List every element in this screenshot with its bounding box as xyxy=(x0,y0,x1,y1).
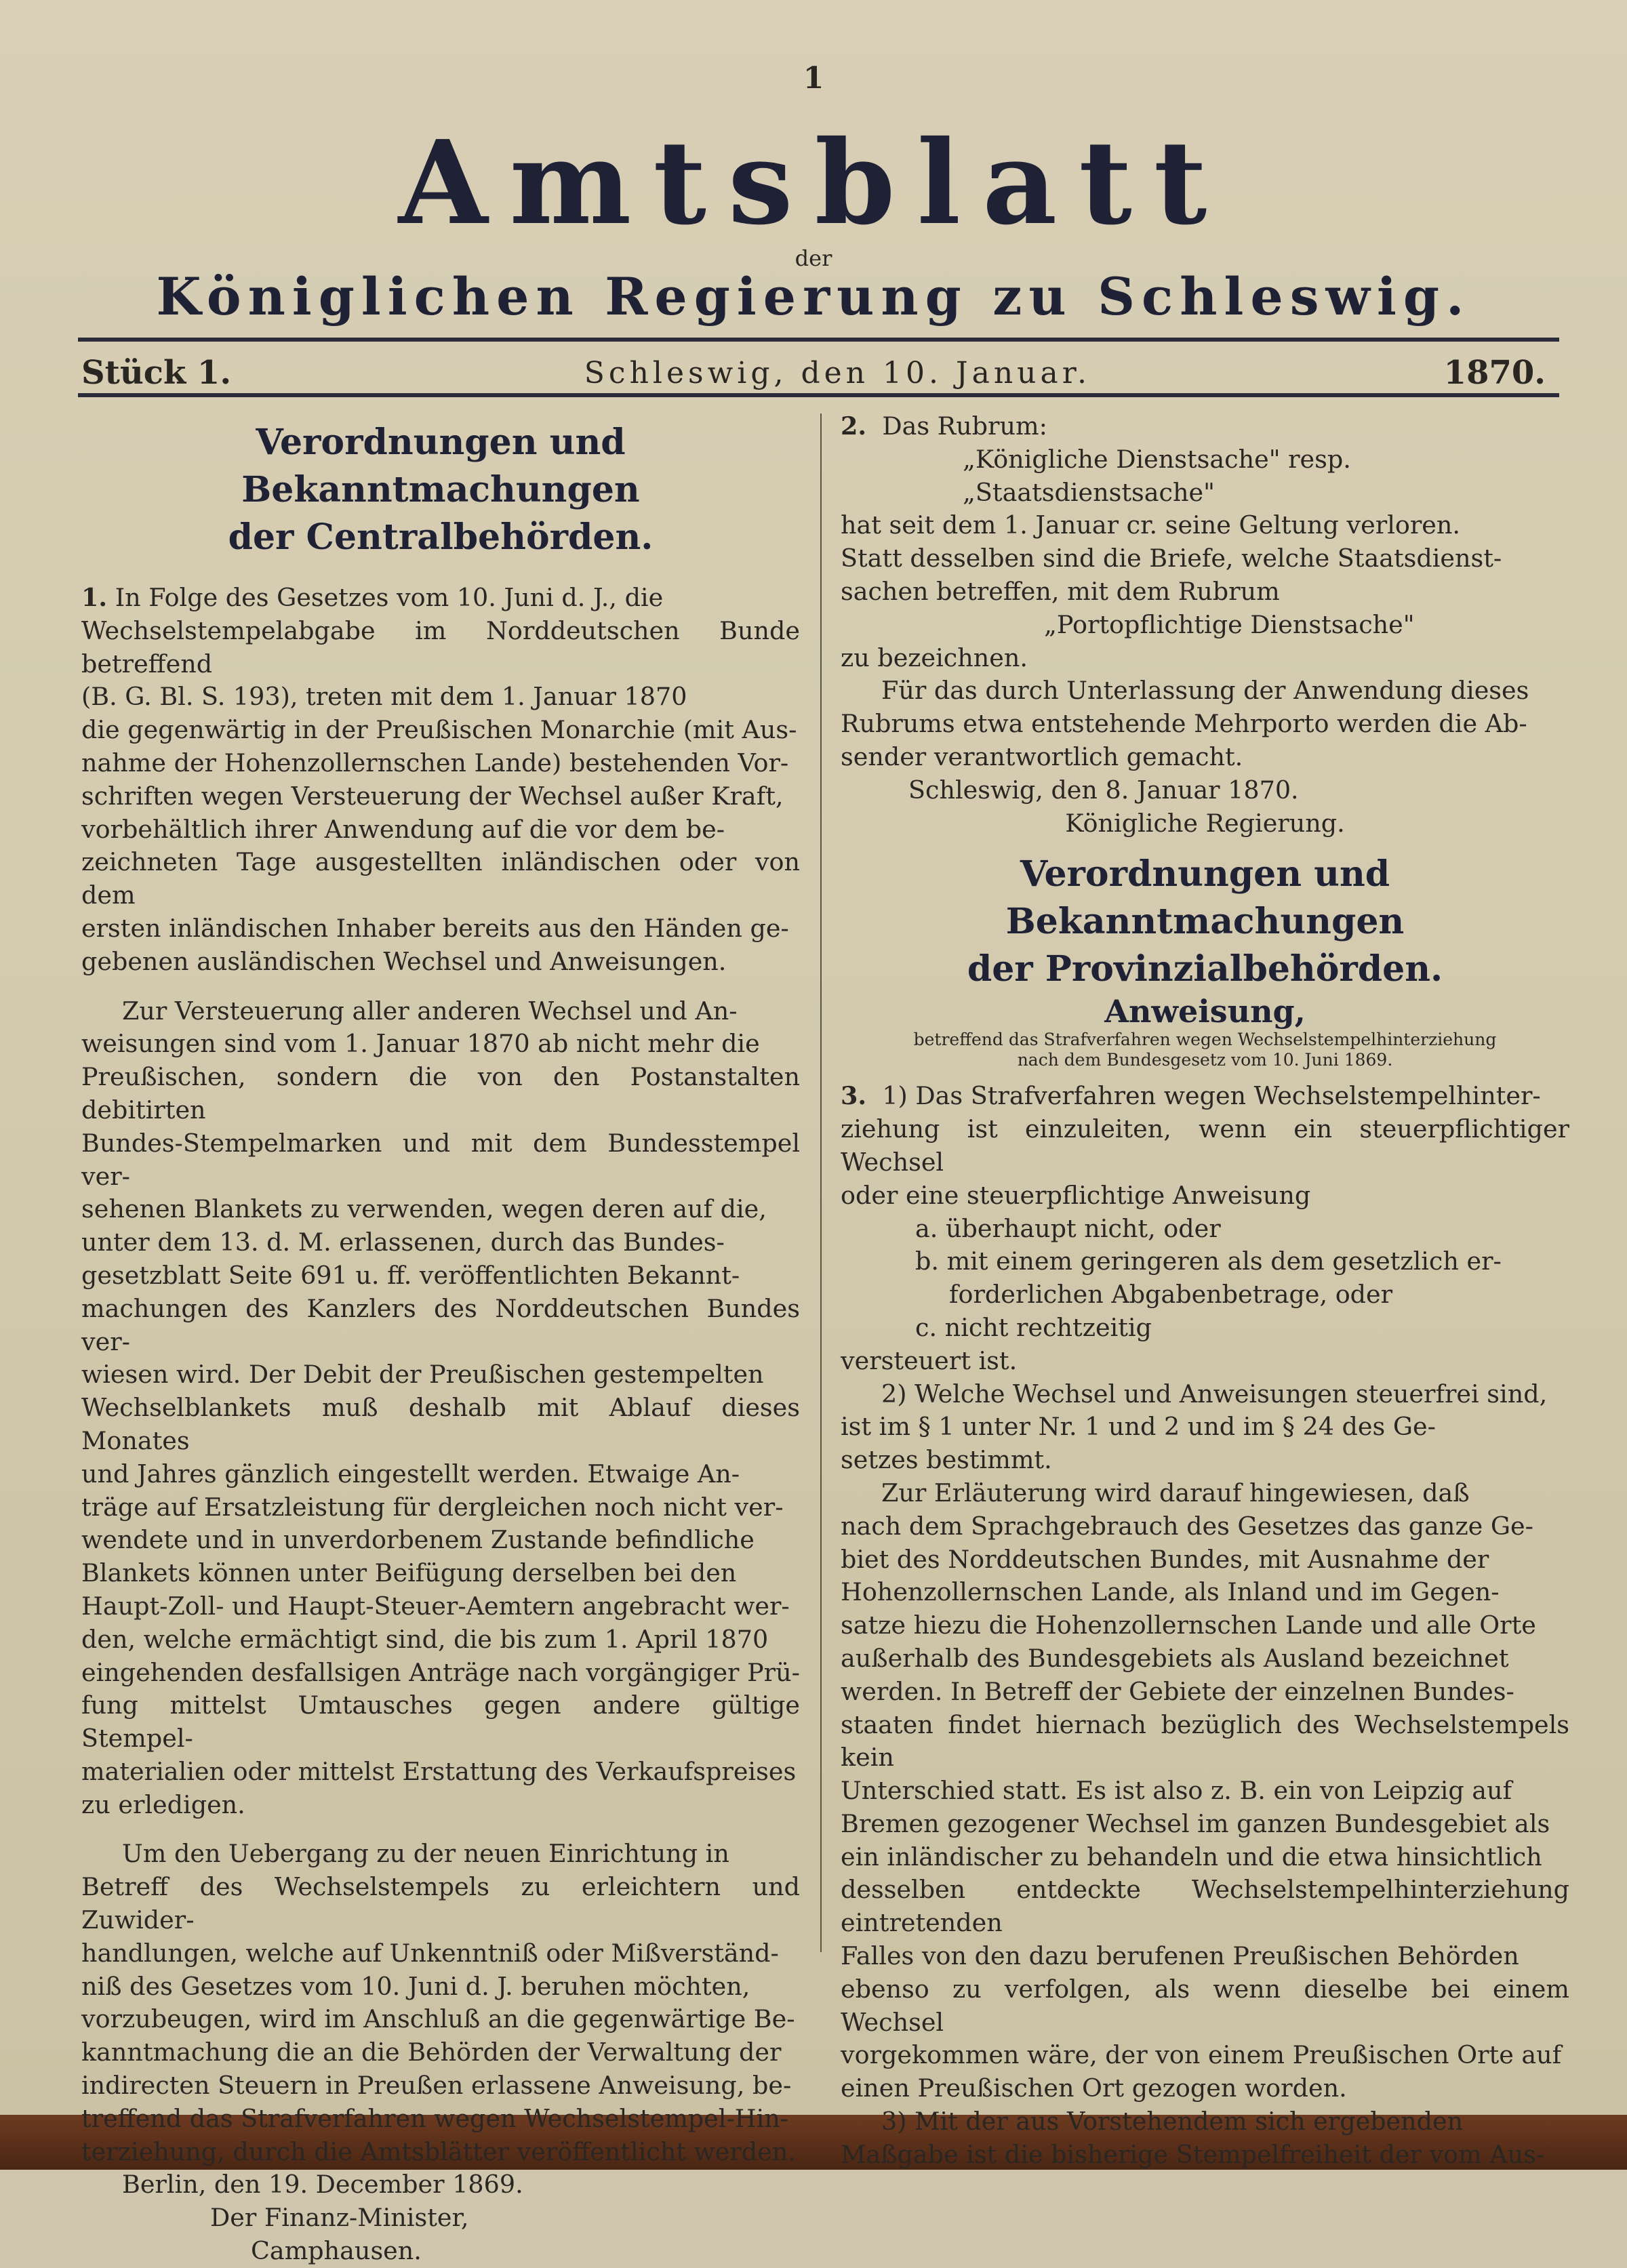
text-line: weisungen sind vom 1. Januar 1870 ab nicht mehr die xyxy=(81,1029,760,1059)
left-place-date: Berlin, den 19. December 1869. xyxy=(122,2170,523,2200)
text-line: vorgekommen wäre, der von einem Preußischen Orte auf xyxy=(841,2040,1562,2070)
enum-item: b. mit einem geringeren als dem gesetzlich er- xyxy=(915,1247,1502,1276)
text-line: Maßgabe ist die bisherige Stempelfreiheit der vom Aus- xyxy=(841,2139,1545,2169)
issue-number: Stück 1. xyxy=(81,354,232,392)
text-line: Hohenzollernschen Lande, als Inland und im Gegen- xyxy=(841,1577,1500,1607)
text-line: machungen des Kanzlers des Norddeutschen Bundes ver- xyxy=(81,1293,800,1356)
text-line: eingehenden desfallsigen Anträge nach vorgängiger Prü- xyxy=(81,1657,800,1687)
anweisung-subheading: betreffend das Strafverfahren wegen Wechselstempelhinterziehung xyxy=(913,1030,1497,1050)
masthead-der: der xyxy=(795,245,832,271)
text-line: Wechselblankets muß deshalb mit Ablauf dieses Monates xyxy=(81,1393,800,1455)
right-authority: Königliche Regierung. xyxy=(1065,808,1345,838)
text-line: 1) Das Strafverfahren wegen Wechselstempelhinter- xyxy=(882,1081,1541,1111)
text-line: biet des Norddeutschen Bundes, mit Ausnahme der xyxy=(841,1544,1489,1574)
issue-line xyxy=(81,352,1546,393)
text-line: desselben entdeckte Wechselstempelhinterziehung eintretenden xyxy=(841,1875,1569,1938)
text-line: Rubrums etwa entstehende Mehrporto werden die Ab- xyxy=(841,709,1527,739)
provincial-heading-1: Verordnungen und Bekanntmachungen xyxy=(1005,853,1405,943)
masthead-title: Amtsblatt xyxy=(398,115,1229,251)
text-line: Um den Uebergang zu der neuen Einrichtung in xyxy=(122,1839,729,1869)
provincial-heading-2: der Provinzialbehörden. xyxy=(967,948,1443,990)
quote-line: „Portopflichtige Dienstsache" xyxy=(1044,609,1415,639)
text-line: Statt desselben sind die Briefe, welche Staatsdienst- xyxy=(841,544,1502,573)
text-line: indirecten Steuern in Preußen erlassene Anweisung, be- xyxy=(81,2071,792,2101)
text-line: niß des Gesetzes vom 10. Juni d. J. beruhen möchten, xyxy=(81,1971,750,2001)
text-line: vorzubeugen, wird im Anschluß an die gegenwärtige Be- xyxy=(81,2004,795,2034)
text-line: werden. In Betreff der Gebiete der einzelnen Bundes- xyxy=(841,1676,1514,1706)
page-number: 1 xyxy=(803,61,824,96)
text-line: terziehung, durch die Amtsblätter veröffentlicht werden. xyxy=(81,2137,796,2166)
text-line: den, welche ermächtigt sind, die bis zum 1. April 1870 xyxy=(81,1624,769,1654)
enum-item: a. überhaupt nicht, oder xyxy=(915,1213,1221,1243)
right-column xyxy=(841,410,1569,2172)
text-line: materialien oder mittelst Erstattung des Verkaufspreises xyxy=(81,1756,797,1786)
text-line: (B. G. Bl. S. 193), treten mit dem 1. Januar 1870 xyxy=(81,682,687,712)
text-line: Unterschied statt. Es ist also z. B. ein von Leipzig auf xyxy=(841,1776,1512,1806)
text-line: Zur Versteuerung aller anderen Wechsel und An- xyxy=(122,996,738,1026)
signature-name: Camphausen. xyxy=(251,2236,422,2266)
anweisung-subheading: nach dem Bundesgesetz vom 10. Juni 1869. xyxy=(1017,1050,1393,1070)
central-heading-2: der Centralbehörden. xyxy=(228,517,654,558)
text-line: Bremen gezogener Wechsel im ganzen Bundesgebiet als xyxy=(841,1808,1550,1838)
issue-year: 1870. xyxy=(1443,354,1546,392)
text-line: ziehung ist einzuleiten, wenn ein steuerpflichtiger Wechsel xyxy=(841,1114,1569,1177)
text-line: Blankets können unter Beifügung derselben bei den xyxy=(81,1558,737,1588)
text-line: ein inländischer zu behandeln und die etwa hinsichtlich xyxy=(841,1842,1542,1871)
text-line: Preußischen, sondern die von den Postanstalten debitirten xyxy=(81,1062,800,1125)
text-line: nach dem Sprachgebrauch des Gesetzes das ganze Ge- xyxy=(841,1511,1533,1541)
quote-line: „Staatsdienstsache" xyxy=(963,477,1215,507)
text-line: vorbehältlich ihrer Anwendung auf die vor dem be- xyxy=(81,814,725,844)
signature-office: Der Finanz-Minister, xyxy=(210,2203,469,2233)
paragraph-1 xyxy=(81,582,800,615)
enum-item: forderlichen Abgabenbetrage, oder xyxy=(949,1280,1393,1310)
text-line: nahme der Hohenzollernschen Lande) bestehenden Vor- xyxy=(81,748,789,777)
text-line: Bundes-Stempelmarken und mit dem Bundesstempel ver- xyxy=(81,1128,800,1191)
text-line: 2) Welche Wechsel und Anweisungen steuerfrei sind, xyxy=(881,1379,1548,1409)
text-line: 3) Mit der aus Vorstehendem sich ergebenden xyxy=(881,2107,1464,2137)
text-line: unter dem 13. d. M. erlassenen, durch das Bundes- xyxy=(81,1228,725,1257)
left-column xyxy=(81,419,800,2268)
central-heading-1: Verordnungen und Bekanntmachungen xyxy=(241,422,640,510)
text-line: Das Rubrum: xyxy=(882,411,1047,441)
text-line: Betreff des Wechselstempels zu erleichtern und Zuwider- xyxy=(81,1872,800,1935)
issue-place-date: Schleswig, den 10. Januar. xyxy=(584,355,1091,390)
text-line: zu bezeichnen. xyxy=(841,643,1028,672)
text-line: schriften wegen Versteuerung der Wechsel außer Kraft, xyxy=(81,781,784,811)
text-line: fung mittelst Umtausches gegen andere gültige Stempel- xyxy=(81,1690,800,1754)
text-line: oder eine steuerpflichtige Anweisung xyxy=(841,1180,1311,1210)
text-line: Für das durch Unterlassung der Anwendung dieses xyxy=(881,676,1529,706)
text-line: Zur Erläuterung wird darauf hingewiesen, daß xyxy=(881,1478,1470,1507)
text-line: zu erledigen. xyxy=(81,1789,245,1819)
text-line: ist im § 1 unter Nr. 1 und 2 und im § 24 des Ge- xyxy=(841,1412,1436,1442)
paragraph-3 xyxy=(841,1080,1569,1113)
paragraph-number: 1. xyxy=(81,583,108,612)
column-divider xyxy=(820,413,822,1952)
paragraph-number: 2. xyxy=(841,411,867,441)
quote-line: „Königliche Dienstsache" resp. xyxy=(963,444,1351,474)
text-line: wendete und in unverdorbenem Zustande befindliche xyxy=(81,1525,755,1555)
right-place-date: Schleswig, den 8. Januar 1870. xyxy=(908,775,1299,805)
text-line: staaten findet hiernach bezüglich des Wechselstempels kein xyxy=(841,1709,1569,1773)
text-line: versteuert ist. xyxy=(841,1345,1018,1375)
text-line: und Jahres gänzlich eingestellt werden. Etwaige An- xyxy=(81,1459,740,1489)
text-line: treffend das Strafverfahren wegen Wechselstempel-Hin- xyxy=(81,2103,789,2133)
issue-rule xyxy=(78,393,1559,397)
enum-item: c. nicht rechtzeitig xyxy=(915,1312,1152,1342)
text-line: zeichneten Tage ausgestellten inländischen oder von dem xyxy=(81,847,800,910)
text-line: hat seit dem 1. Januar cr. seine Geltung verloren. xyxy=(841,510,1460,540)
text-line: träge auf Ersatzleistung für dergleichen noch nicht ver- xyxy=(81,1492,784,1522)
text-line: sender verantwortlich gemacht. xyxy=(841,742,1243,771)
paragraph-number: 3. xyxy=(841,1081,867,1111)
text-line: sehenen Blankets zu verwenden, wegen deren auf die, xyxy=(81,1194,767,1224)
text-line: gesetzblatt Seite 691 u. ff. veröffentlichten Bekannt- xyxy=(81,1260,740,1290)
text-line: ebenso zu verfolgen, als wenn dieselbe bei einem Wechsel xyxy=(841,1974,1569,2037)
text-line: handlungen, welche auf Unkenntniß oder Mißverständ- xyxy=(81,1938,779,1968)
masthead-subtitle: Königlichen Regierung zu Schleswig. xyxy=(156,266,1471,327)
text-line: außerhalb des Bundesgebiets als Ausland bezeichnet xyxy=(841,1643,1509,1673)
text-line: setzes bestimmt. xyxy=(841,1445,1052,1475)
paragraph-2 xyxy=(841,410,1569,443)
top-rule xyxy=(78,338,1559,342)
anweisung-heading: Anweisung, xyxy=(1104,993,1306,1030)
text-line: wiesen wird. Der Debit der Preußischen gestempelten xyxy=(81,1360,764,1390)
text-line: Haupt-Zoll- und Haupt-Steuer-Aemtern angebracht wer- xyxy=(81,1591,790,1621)
text-line: Wechselstempelabgabe im Norddeutschen Bunde betreffend xyxy=(81,615,800,679)
text-line: satze hiezu die Hohenzollernschen Lande und alle Orte xyxy=(841,1611,1536,1640)
text-line: Falles von den dazu berufenen Preußischen Behörden xyxy=(841,1941,1519,1971)
text-line: In Folge des Gesetzes vom 10. Juni d. J., die xyxy=(115,583,664,612)
text-line: gebenen ausländischen Wechsel und Anweisungen. xyxy=(81,946,727,976)
text-line: kanntmachung die an die Behörden der Verwaltung der xyxy=(81,2038,782,2067)
text-line: sachen betreffen, mit dem Rubrum xyxy=(841,576,1280,606)
text-line: ersten inländischen Inhaber bereits aus den Händen ge- xyxy=(81,913,789,943)
text-line: einen Preußischen Ort gezogen worden. xyxy=(841,2073,1347,2103)
text-line: die gegenwärtig in der Preußischen Monarchie (mit Aus- xyxy=(81,715,797,745)
